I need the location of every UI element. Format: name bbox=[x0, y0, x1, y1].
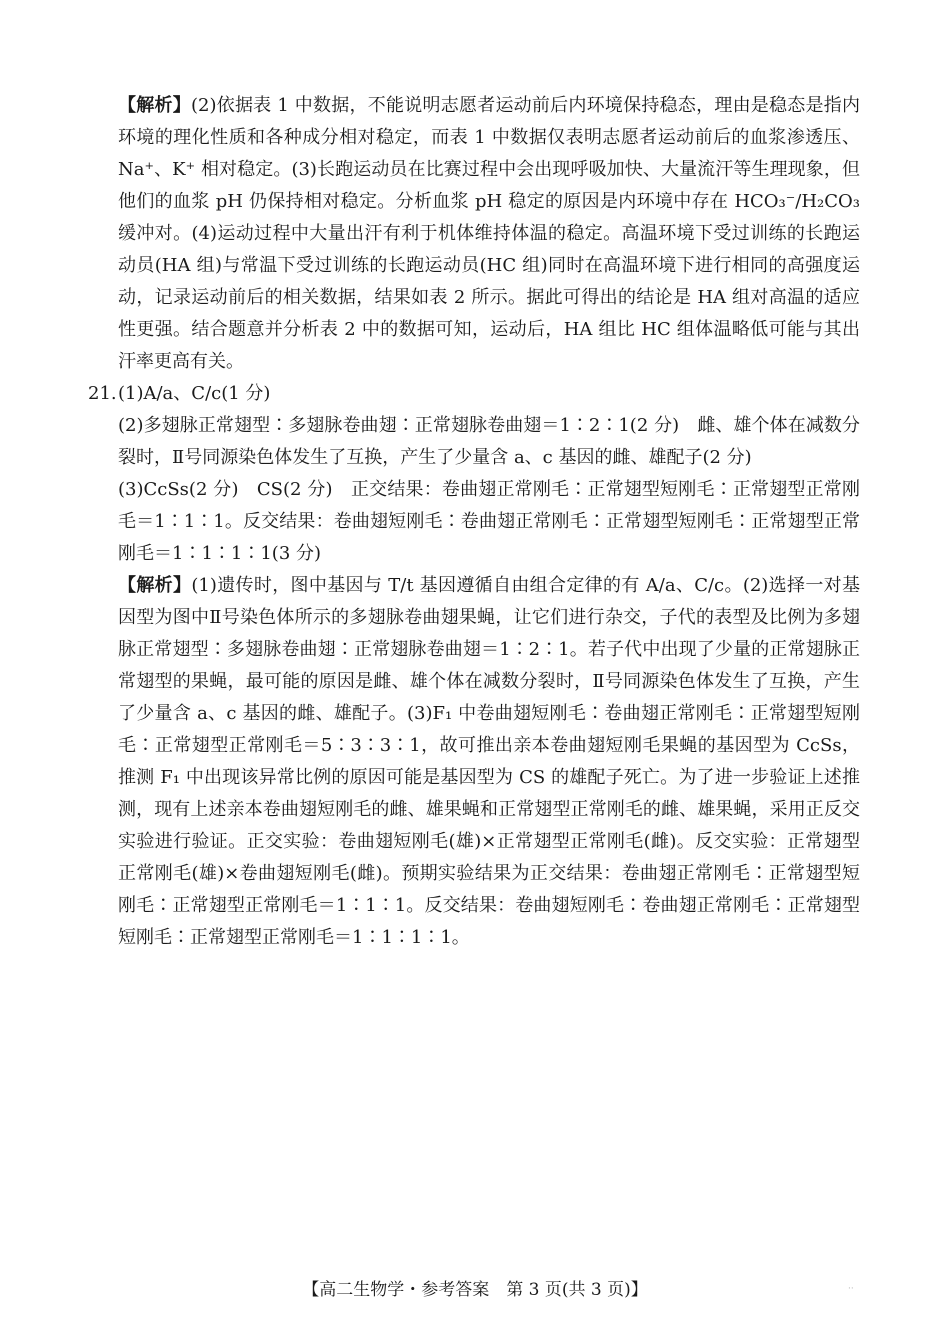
question-number: 21. bbox=[88, 383, 117, 404]
answer-part3: (3)CcSs(2 分) CS(2 分) 正交结果：卷曲翅正常刚毛∶正常翅型短刚毛∶正常翅型正常刚毛＝1∶1∶1。反交结果：卷曲翅短刚毛∶卷曲翅正常刚毛∶正常翅型短刚毛∶正常翅型正常刚毛＝1∶1∶1∶1(3 分) bbox=[118, 479, 860, 564]
corner-dots-icon: ·· bbox=[848, 1284, 854, 1294]
analysis-text: (1)遗传时，图中基因与 T/t 基因遵循自由组合定律的有 A/a、C/c。(2)选择一对基因型为图中Ⅱ号染色体所示的多翅脉卷曲翅果蝇，让它们进行杂交，子代的表型及比例为多翅脉正常翅型∶多翅脉卷曲翅∶正常翅脉卷曲翅＝1∶2∶1。若子代中出现了少量的正常翅脉正常翅型的果蝇，最可能的原因是雌、雄个体在减数分裂时，Ⅱ号同源染色体发生了互换，产生了少量含 a、c 基因的雌、雄配子。(3)F₁ 中卷曲翅短刚毛∶卷曲翅正常刚毛∶正常翅型短刚毛∶正常翅型正常刚毛＝5∶3∶3∶1，故可推出亲本卷曲翅短刚毛果蝇的基因型为 CcSs，推测 F₁ 中出现该异常比例的原因可能是基因型为 CS 的雄配子死亡。为了进一步验证上述推测，现有上述亲本卷曲翅短刚毛的雌、雄果蝇和正常翅型正常刚毛的雌、雄果蝇，采用正反交实验进行验证。正交实验：卷曲翅短刚毛(雄)×正常翅型正常刚毛(雌)。反交实验：正常翅型正常刚毛(雄)×卷曲翅短刚毛(雌)。预期实验结果为正交结果：卷曲翅正常刚毛∶正常翅型短刚毛∶正常翅型正常刚毛＝1∶1∶1。反交结果：卷曲翅短刚毛∶卷曲翅正常刚毛∶正常翅型短刚毛∶正常翅型正常刚毛＝1∶1∶1∶1。 bbox=[118, 575, 860, 948]
answer-part1: (1)A/a、C/c(1 分) bbox=[118, 383, 271, 404]
analysis-label: 【解析】 bbox=[118, 575, 192, 596]
answer-part2: (2)多翅脉正常翅型∶多翅脉卷曲翅∶正常翅脉卷曲翅＝1∶2∶1(2 分) 雌、雄个体在减数分裂时，Ⅱ号同源染色体发生了互换，产生了少量含 a、c 基因的雌、雄配子(2 分) bbox=[118, 415, 860, 468]
answer-content bbox=[88, 90, 861, 954]
page-footer: 【高二生物学・参考答案 第 3 页(共 3 页)】 bbox=[302, 1280, 648, 1300]
analysis-paragraph-q20 bbox=[118, 90, 860, 378]
question-21-part1 bbox=[88, 378, 860, 410]
analysis-paragraph-q21 bbox=[118, 570, 860, 954]
analysis-label: 【解析】 bbox=[118, 95, 191, 116]
analysis-text: (2)依据表 1 中数据，不能说明志愿者运动前后内环境保持稳态，理由是稳态是指内环境的理化性质和各种成分相对稳定，而表 1 中数据仅表明志愿者运动前后的血浆渗透压、Na⁺、K⁺ 相对稳定。(3)长跑运动员在比赛过程中会出现呼吸加快、大量流汗等生理现象，但他们的血浆 pH 仍保持相对稳定。分析血浆 pH 稳定的原因是内环境中存在 HCO₃⁻/H₂CO₃ 缓冲对。(4)运动过程中大量出汗有利于机体维持体温的稳定。高温环境下受过训练的长跑运动员(HA 组)与常温下受过训练的长跑运动员(HC 组)同时在高温环境下进行相同的高强度运动，记录运动前后的相关数据，结果如表 2 所示。据此可得出的结论是 HA 组对高温的适应性更强。结合题意并分析表 2 中的数据可知，运动后，HA 组比 HC 组体温略低可能与其出汗率更高有关。 bbox=[118, 95, 861, 372]
